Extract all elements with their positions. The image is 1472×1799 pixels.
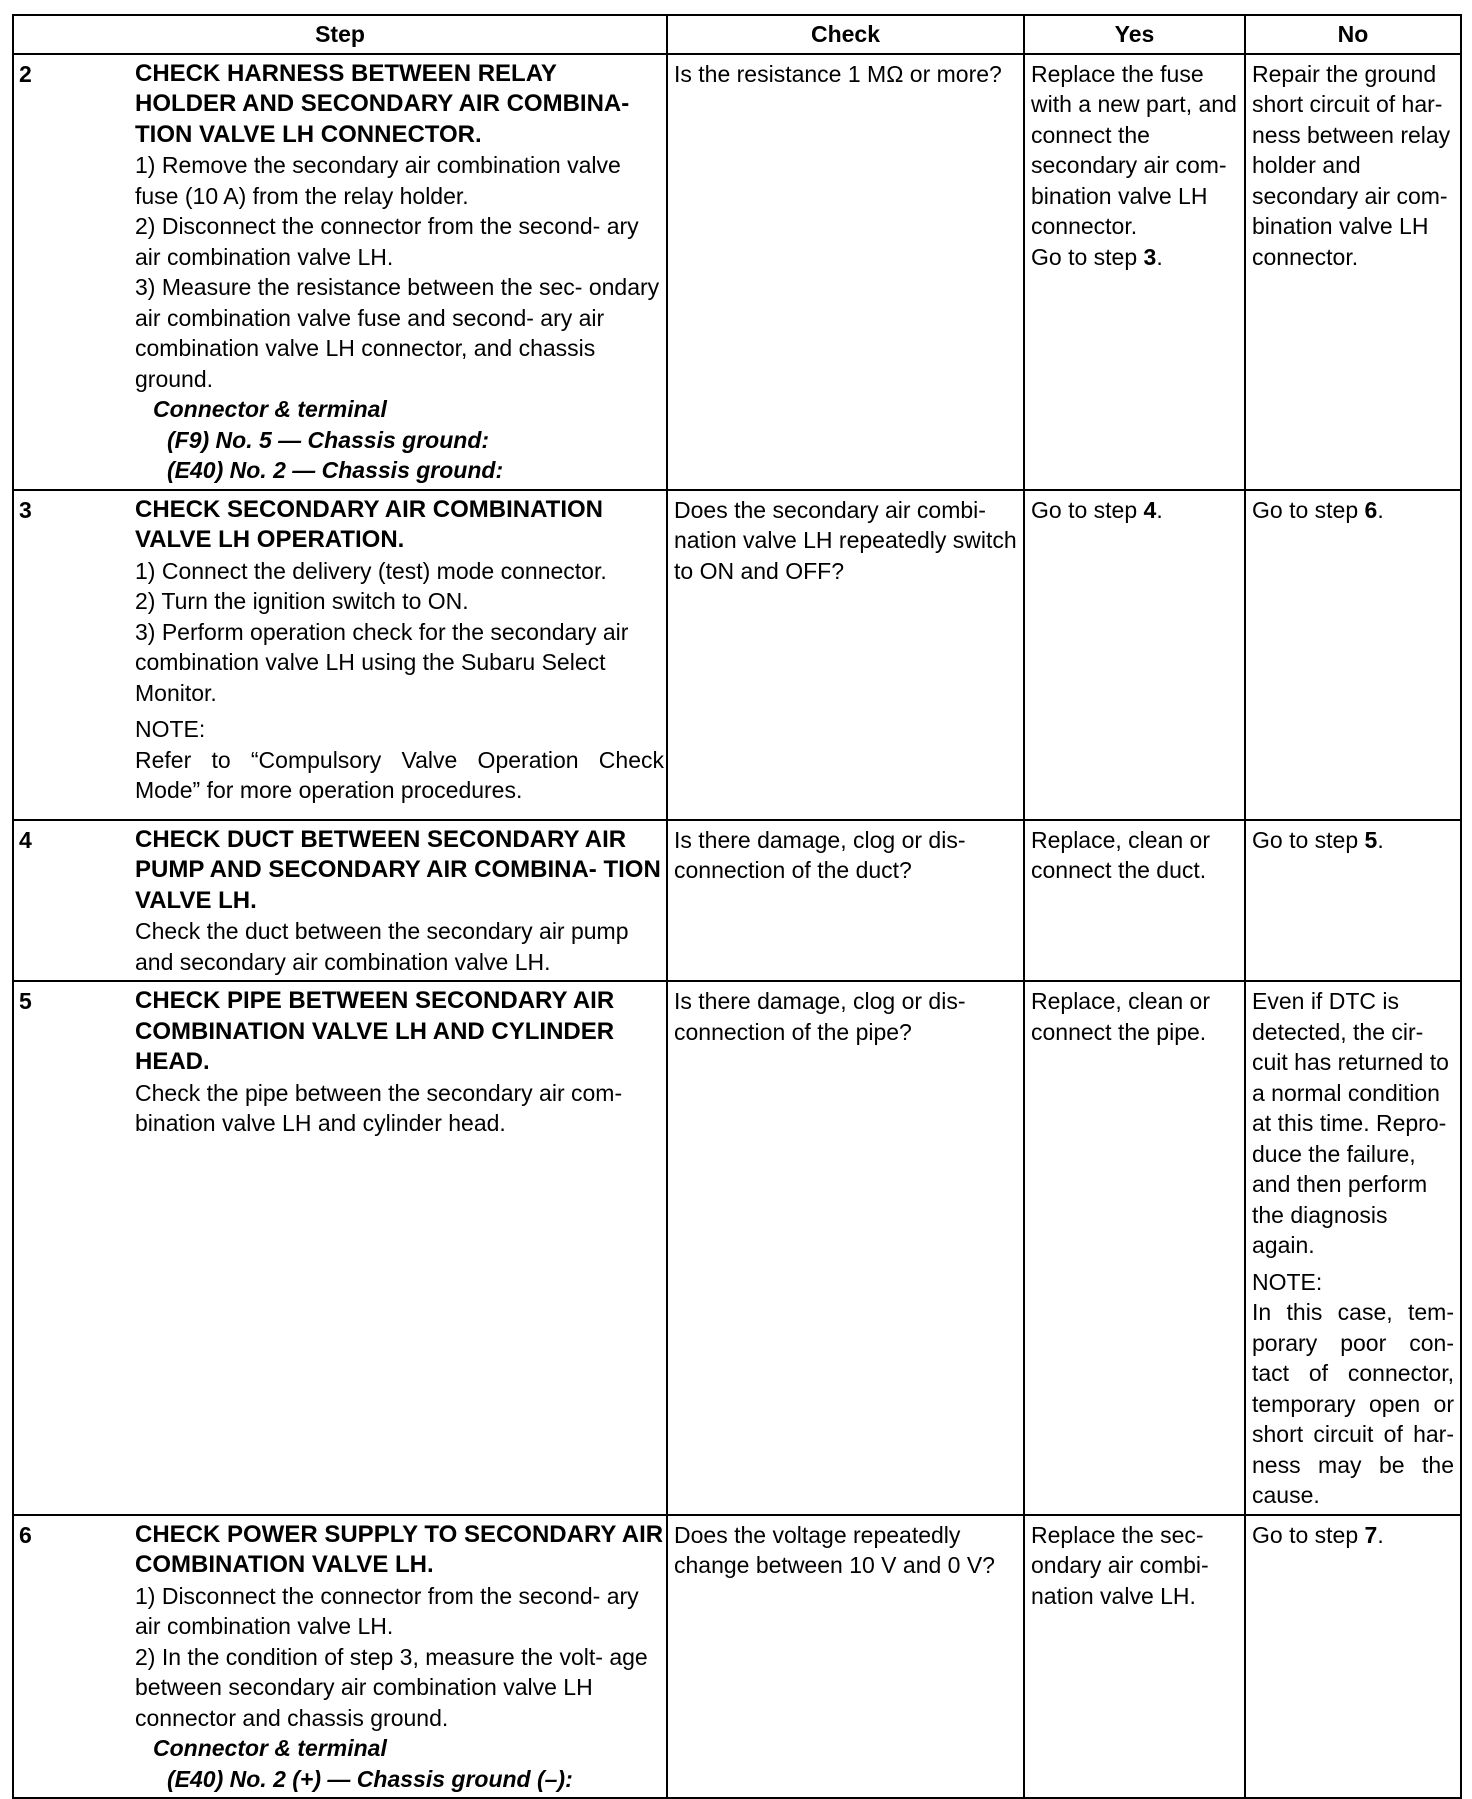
no-cell (1245, 820, 1461, 982)
instruction-line: 2) Disconnect the connector from the second- ary air combination valve LH. (135, 213, 639, 270)
goto-text: Go to step (1031, 243, 1138, 270)
step-cell (131, 490, 667, 820)
header-row (13, 15, 1461, 54)
instruction-line: 1) Connect the delivery (test) mode connector. (135, 557, 607, 584)
step-number: 6 (13, 1515, 131, 1799)
goto-text: Go to step (1252, 1521, 1359, 1548)
instruction-line: Check the pipe between the secondary air com- bination valve LH and cylinder head. (135, 1079, 623, 1136)
step-cell (131, 54, 667, 490)
step-title: CHECK PIPE BETWEEN SECONDARY AIR COMBINATION VALVE LH AND CYLINDER HEAD. (135, 987, 615, 1075)
table-row-step-4 (13, 820, 1461, 982)
yes-cell: Replace, clean or connect the pipe. (1024, 981, 1245, 1515)
check-cell: Is there damage, clog or dis- connection of the pipe? (667, 981, 1024, 1515)
step-number: 3 (13, 490, 131, 820)
check-cell: Is there damage, clog or dis- connection of the duct? (667, 820, 1024, 982)
goto-step-number: 7 (1364, 1521, 1378, 1548)
yes-cell: Replace the sec- ondary air combi- nation valve LH. (1024, 1515, 1245, 1799)
step-number: 4 (13, 820, 131, 982)
no-cell (1245, 1515, 1461, 1799)
goto-text: Go to step (1252, 826, 1359, 853)
check-cell: Is the resistance 1 MΩ or more? (667, 54, 1024, 490)
note-text: In this case, tem- porary poor con- tact of connector, temporary open or short circuit of har- ness may be the cause. (1252, 1299, 1454, 1508)
no-text: Even if DTC is detected, the cir- cuit has returned to a normal condition at this time. Repro- duce the failure, and then perform the diagnosis again. (1252, 988, 1449, 1258)
diagnostic-table-sheet (12, 14, 1460, 1799)
table-row-step-5 (13, 981, 1461, 1515)
goto-step-number: 6 (1364, 496, 1378, 523)
table-row-step-3 (13, 490, 1461, 820)
no-cell (1245, 981, 1461, 1515)
connector-terminal-heading: Connector & terminal (153, 396, 387, 422)
no-goto: Go to step 5. (1252, 826, 1384, 853)
instruction-line: 1) Remove the secondary air combination valve fuse (10 A) from the relay holder. (135, 152, 621, 209)
goto-step-number: 3 (1143, 243, 1157, 270)
yes-cell (1024, 490, 1245, 820)
note-label: NOTE: (135, 716, 206, 742)
check-cell: Does the secondary air combi- nation valve LH repeatedly switch to ON and OFF? (667, 490, 1024, 820)
goto-step-number: 5 (1364, 826, 1378, 853)
step-title: CHECK POWER SUPPLY TO SECONDARY AIR COMBINATION VALVE LH. (135, 1520, 664, 1578)
instruction-line: 2) In the condition of step 3, measure the volt- age between secondary air combination valve LH connector and chassis ground. (135, 1643, 648, 1731)
check-cell: Does the voltage repeatedly change between 10 V and 0 V? (667, 1515, 1024, 1799)
no-goto: Go to step 6. (1252, 496, 1384, 523)
instruction-line: 2) Turn the ignition switch to ON. (135, 588, 469, 614)
step-cell (131, 820, 667, 982)
instruction-line: Check the duct between the secondary air pump and secondary air combination valve LH. (135, 918, 629, 975)
step-cell (131, 981, 667, 1515)
step-number: 2 (13, 54, 131, 490)
goto-text: Go to step (1031, 496, 1138, 523)
connector-terminal-item: (E40) No. 2 — Chassis ground: (167, 457, 504, 483)
table-row-step-6 (13, 1515, 1461, 1799)
table-row-step-2 (13, 54, 1461, 490)
yes-goto: Go to step 3. (1031, 243, 1163, 270)
no-goto: Go to step 7. (1252, 1521, 1384, 1548)
header-check: Check (667, 15, 1024, 54)
step-cell (131, 1515, 667, 1799)
connector-terminal-item: (F9) No. 5 — Chassis ground: (167, 426, 490, 453)
instruction-line: 3) Measure the resistance between the sec- ondary air combination valve fuse and second- ary air combination valve LH connector, and chassis ground. (135, 274, 660, 392)
header-yes: Yes (1024, 15, 1245, 54)
yes-cell: Replace, clean or connect the duct. (1024, 820, 1245, 982)
step-title: CHECK SECONDARY AIR COMBINATION VALVE LH OPERATION. (135, 495, 604, 553)
yes-goto: Go to step 4. (1031, 496, 1163, 523)
goto-step-number: 4 (1143, 496, 1157, 523)
diagnostic-table (12, 14, 1462, 1799)
step-number: 5 (13, 981, 131, 1515)
step-title: CHECK DUCT BETWEEN SECONDARY AIR PUMP AND SECONDARY AIR COMBINA- TION VALVE LH. (135, 825, 661, 914)
goto-text: Go to step (1252, 496, 1359, 523)
step-title: CHECK HARNESS BETWEEN RELAY HOLDER AND SECONDARY AIR COMBINA- TION VALVE LH CONNECTOR. (135, 59, 630, 148)
instruction-line: 1) Disconnect the connector from the second- ary air combination valve LH. (135, 1582, 639, 1639)
header-no: No (1245, 15, 1461, 54)
yes-cell (1024, 54, 1245, 490)
connector-terminal-item: (E40) No. 2 (+) — Chassis ground (–): (167, 1765, 573, 1792)
instruction-line: 3) Perform operation check for the secondary air combination valve LH using the Subaru Select Monitor. (135, 618, 629, 706)
no-cell (1245, 490, 1461, 820)
header-step: Step (13, 15, 667, 54)
note-text: Refer to “Compulsory Valve Operation Check Mode” for more operation procedures. (135, 746, 664, 803)
yes-text: Replace the fuse with a new part, and connect the secondary air com- bination valve LH connector. (1031, 60, 1237, 239)
no-cell: Repair the ground short circuit of har- ness between relay holder and secondary air com- bination valve LH connector. (1245, 54, 1461, 490)
connector-terminal-heading: Connector & terminal (153, 1735, 387, 1761)
note-label: NOTE: (1252, 1268, 1323, 1295)
